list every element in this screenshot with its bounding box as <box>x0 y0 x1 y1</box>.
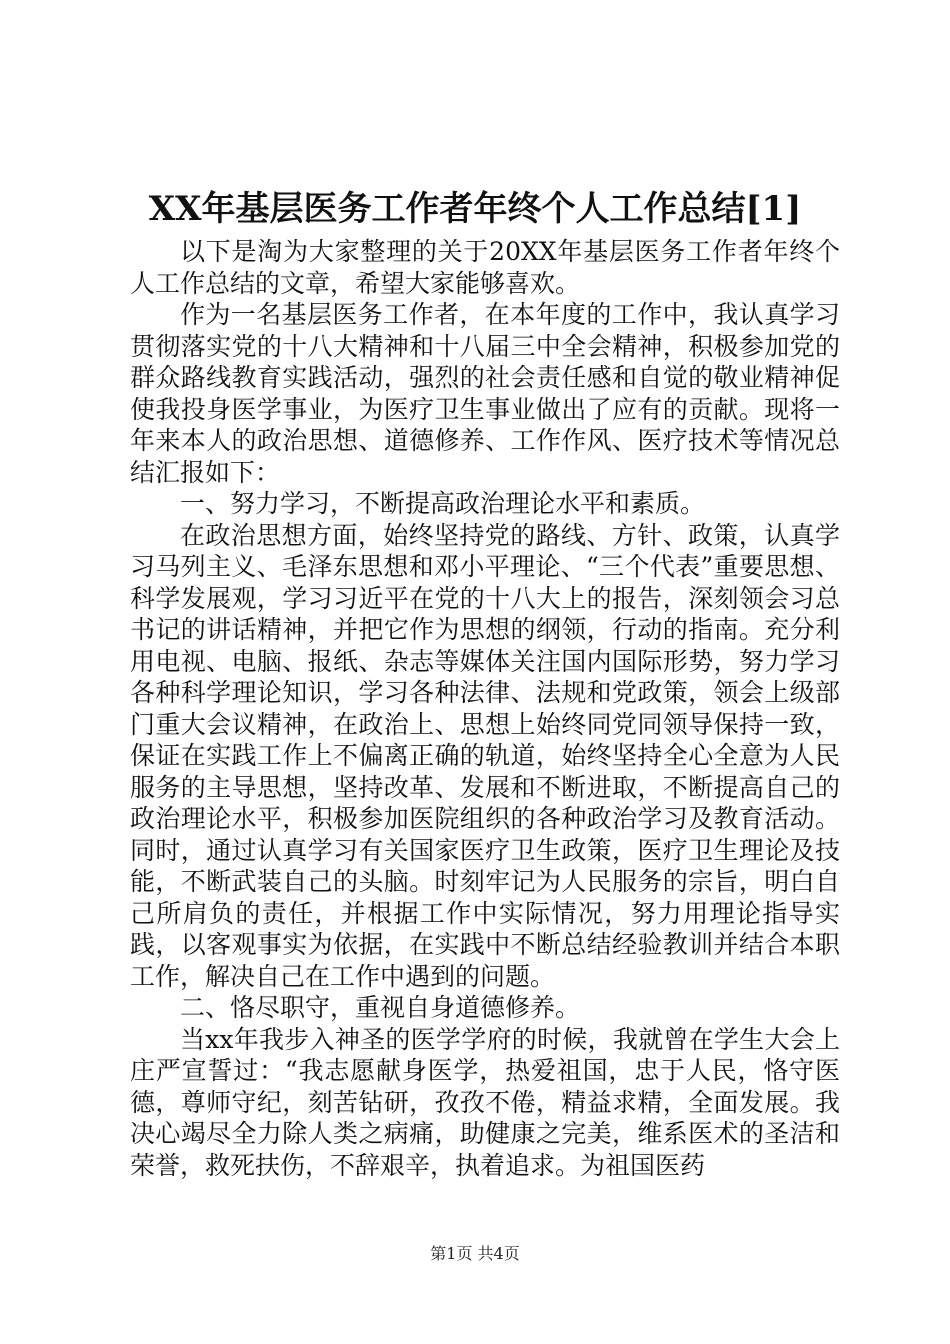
paragraph-oath: 当xx年我步入神圣的医学学府的时候，我就曾在学生大会上庄严宣誓过：“我志愿献身医学，热爱祖国，忠于人民，恪守医德，尊师守纪，刻苦钻研，孜孜不倦，精益求精，全面发展。我决心竭尽全力除人类之病痛，助健康之完美，维系医术的圣洁和荣誉，救死扶伤，不辞艰辛，执着追求。为祖国医药 <box>130 1024 840 1180</box>
paragraph-political-study: 在政治思想方面，始终坚持党的路线、方针、政策，认真学习马列主义、毛泽东思想和邓小平理论、“三个代表”重要思想、科学发展观，学习习近平在党的十八大上的报告，深刻领会习总书记的讲话精神，并把它作为思想的纲领，行动的指南。充分利用电视、电脑、报纸、杂志等媒体关注国内国际形势，努力学习各种科学理论知识，学习各种法律、法规和党政策，领会上级部门重大会议精神，在政治上、思想上始终同党同领导保持一致，保证在实践工作上不偏离正确的轨道，始终坚持全心全意为人民服务的主导思想，坚持改革、发展和不断进取，不断提高自己的政治理论水平，积极参加医院组织的各种政治学习及教育活动。同时，通过认真学习有关国家医疗卫生政策，医疗卫生理论及技能，不断武装自己的头脑。时刻牢记为人民服务的宗旨，明白自己所肩负的责任，并根据工作中实际情况，努力用理论指导实践，以客观事实为依据，在实践中不断总结经验教训并结合本职工作，解决自己在工作中遇到的问题。 <box>130 520 840 991</box>
paragraph-overview: 作为一名基层医务工作者，在本年度的工作中，我认真学习贯彻落实党的十八大精神和十八届三中全会精神，积极参加党的群众路线教育实践活动，强烈的社会责任感和自觉的敬业精神促使我投身医学事业，为医疗卫生事业做出了应有的贡献。现将一年来本人的政治思想、道德修养、工作作风、医疗技术等情况总结汇报如下： <box>130 300 840 487</box>
paragraph-intro: 以下是淘为大家整理的关于20XX年基层医务工作者年终个人工作总结的文章，希望大家能够喜欢。 <box>130 237 840 298</box>
page-number-footer: 第1页 共4页 <box>430 1244 520 1263</box>
document-title: XX年基层医务工作者年终个人工作总结[1] <box>148 189 802 229</box>
document-body <box>130 236 840 1181</box>
section-heading-1: 一、努力学习，不断提高政治理论水平和素质。 <box>180 489 706 518</box>
section-heading-2: 二、恪尽职守，重视自身道德修养。 <box>180 993 581 1022</box>
